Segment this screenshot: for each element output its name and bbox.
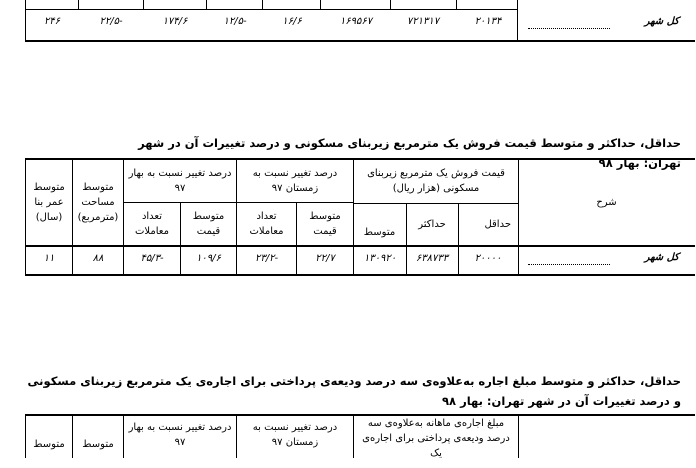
table0-cell: ۱۷۴/۶ [162,16,188,27]
header-min: حداقل [484,218,511,230]
header-change-winter: درصد تغییر نسبت به زمستان ۹۷ [252,422,338,448]
table1-cell-avg: ۱۳۰۹۲۰ [363,253,397,264]
table1-cell: ۲۲/۷ [315,253,335,264]
table0-cell: -۲۲/۵ [99,16,123,27]
header-num-transactions: تعداد معاملات [249,211,284,237]
header-avg-area: متوسط [82,438,114,450]
header-avg-price: متوسط قیمت [192,211,225,237]
header-change-spring: درصد تغییر نسبت به بهار ۹۷ [128,168,232,194]
header-price-group: قیمت فروش یک مترمربع زیربنای مسکونی (هزار ریال) [367,168,505,194]
header-avg: متوسط [363,227,396,238]
table0-cell: ۷۲۱۳۱۷ [406,16,440,27]
header-change-winter: درصد تغییر نسبت به زمستان ۹۷ [252,168,338,194]
table1-cell-min: ۲۰۰۰۰ [474,253,502,264]
table1-cell: ۱۰۹/۶ [196,253,221,264]
table0-cell: ۱۶۹۵۶۷ [339,16,373,27]
header-avg-area: متوسط مساحت (مترمربع) [77,181,119,223]
table1-cell: ۱۱ [43,253,55,264]
table0-cell: ۱۶/۶ [282,16,302,27]
table1-row-label: کل شهر [644,252,679,263]
table1-cell: ۸۸ [92,253,104,264]
table0-row-label: کل شهر [644,16,679,27]
header-avg-age: متوسط عمر بنا (سال) [33,181,65,223]
header-max: حداکثر [418,218,446,230]
table2-title: حداقل، حداکثر و متوسط مبلغ اجاره به‌علاوه‌ی سه درصد ودیعه‌ی پرداختی برای اجاره‌ی یک مترمربع زیربنای مسکونی و درصد تغییرات آن در شهر تهران: بهار ۹۸ [27,374,681,408]
header-avg-price: متوسط قیمت [309,211,341,237]
header-avg-age: متوسط [33,438,65,450]
header-change-spring: درصد تغییر نسبت به بهار ۹۷ [128,422,232,448]
table1-cell: -۲۳/۲ [254,253,279,264]
header-rent-group: مبلغ اجاره‌ی ماهانه به‌علاوه‌ی سه درصد ودیعه‌ی پرداختی برای اجاره‌ی یک [362,418,510,459]
table0-cell: ۲۰۱۳۴ [474,16,502,27]
table1-title: حداقل، حداکثر و متوسط قیمت فروش یک مترمربع زیربنای مسکونی و درصد تغییرات آن در شهر تهران: بهار ۹۸ [138,136,681,170]
header-num-transactions: تعداد معاملات [135,211,169,237]
table1-cell: -۴۵/۳ [140,253,164,264]
table0-cell: ۲۴۶ [43,16,61,27]
table0-cell: -۱۲/۵ [223,16,247,27]
header-desc: شرح [596,197,617,208]
table1-cell-max: ۶۳۸۷۳۳ [415,253,449,264]
